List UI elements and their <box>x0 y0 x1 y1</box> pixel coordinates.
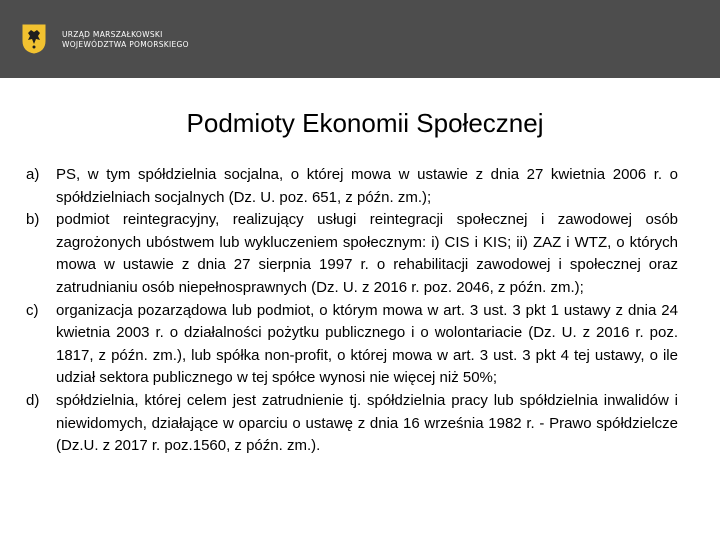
list-item-marker: a) <box>26 166 40 183</box>
list-item-text: organizacja pozarządowa lub podmiot, o którym mowa w art. 3 ust. 3 pkt 1 ustawy z dnia 24 kwietnia 2003 r. o działalności pożytku publicznego i o wolontariacie (Dz. U. z 2016 r. poz. 1817, z późn. zm.), lub spółka non-profit, o której mowa w art. 3 ust. 3 pkt 4 tej ustawy, o ile udział sektora publicznego w tej spółce wynosi nie więcej niż 50%; <box>56 301 678 387</box>
header-bar <box>0 0 720 78</box>
slide-title: Podmioty Ekonomii Społecznej <box>186 108 544 138</box>
list-item-text: podmiot reintegracyjny, realizujący usługi reintegracji społecznej i zawodowej osób zagrożonych ubóstwem lub wykluczeniem społecznym: i) CIS i KIS; ii) ZAZ i WTZ, o których mowa w ustawie z dnia 27 sierpnia 1997 r. o rehabilitacji zawodowej i społecznej oraz zatrudnianiu osób niepełnosprawnych (Dz. U. z 2016 r. poz. 2046, z późn. zm.); <box>56 211 678 296</box>
list-item-marker: c) <box>26 301 39 319</box>
list-item-marker: b) <box>26 211 40 229</box>
list-item <box>26 164 678 209</box>
entity-list <box>26 164 678 458</box>
organization-name-line1: URZĄD MARSZAŁKOWSKI <box>62 30 163 39</box>
list-item-text: PS, w tym spółdzielnia socjalna, o której mowa w ustawie z dnia 27 kwietnia 2006 r. o spółdzielniach socjalnych (Dz. U. poz. 651, z późn. zm.); <box>56 166 678 206</box>
list-item <box>26 300 678 390</box>
coat-of-arms-icon <box>22 24 46 54</box>
organization-name-line2: WOJEWÓDZTWA POMORSKIEGO <box>62 40 189 49</box>
list-item-marker: d) <box>26 391 40 409</box>
list-item-text: spółdzielnia, której celem jest zatrudnienie tj. spółdzielnia pracy lub spółdzielnia inwalidów i niewidomych, działające w oparciu o ustawę z dnia 16 września 1982 r. - Prawo spółdzielcze (Dz.U. z 2017 r. poz.1560, z późn. zm.). <box>56 391 678 455</box>
organization-name <box>62 30 189 50</box>
list-item <box>26 209 678 299</box>
list-item <box>26 390 678 458</box>
